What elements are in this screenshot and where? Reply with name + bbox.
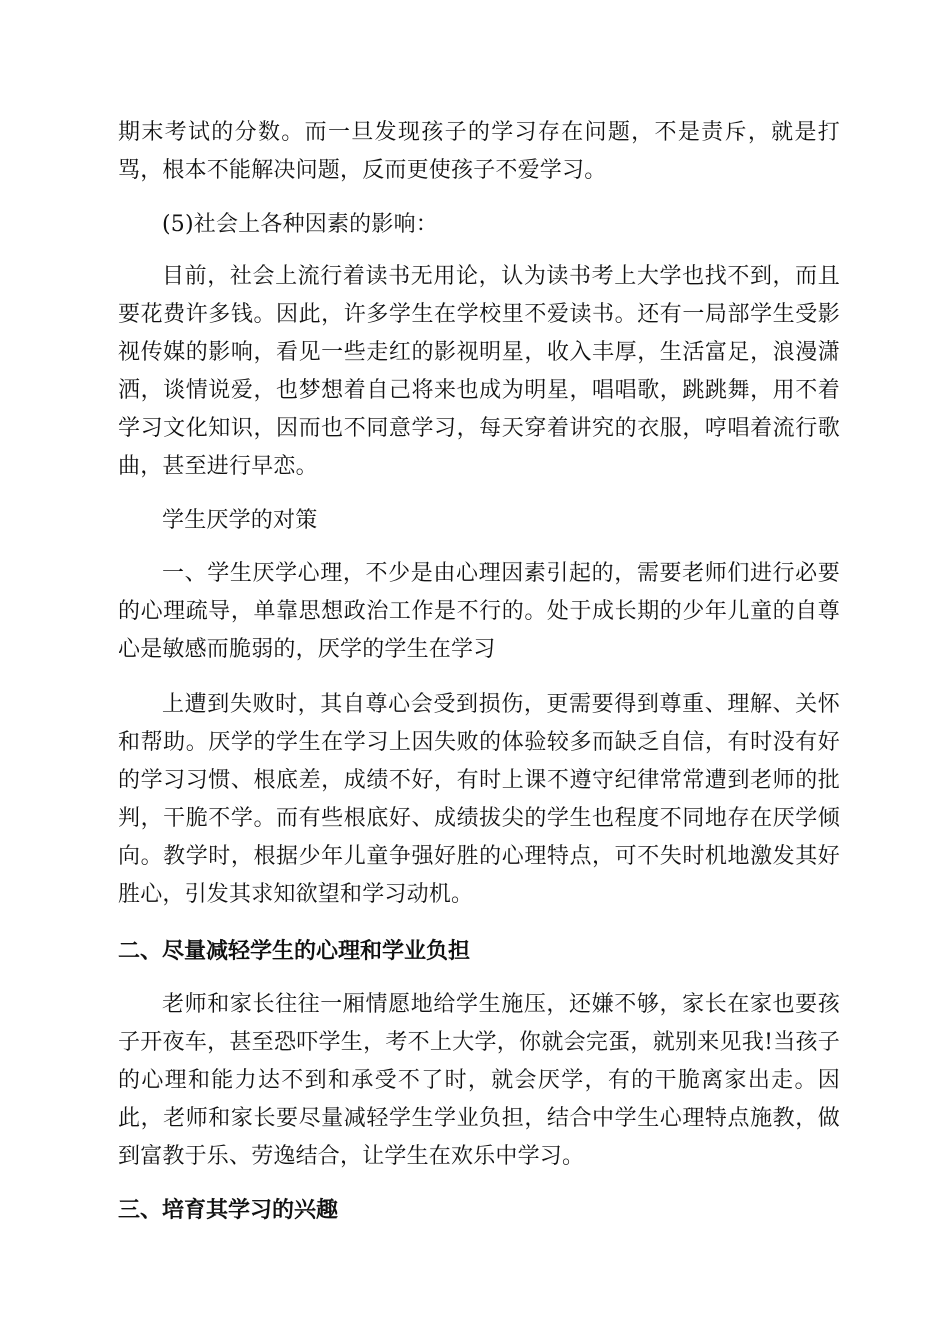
paragraph-countermeasure-one: 一、学生厌学心理，不少是由心理因素引起的，需要老师们进行必要的心理疏导，单靠思想政治工作是不行的。处于成长期的少年儿童的自尊心是敏感而脆弱的，厌学的学生在学习 xyxy=(118,561,840,662)
paragraph-social-factors-label: (5)社会上各种因素的影响： xyxy=(162,212,438,237)
section-heading-three: 三、培育其学习的兴趣 xyxy=(118,1198,339,1223)
paragraph-countermeasure-one-continued: 上遭到失败时，其自尊心会受到损伤，更需要得到尊重、理解、关怀和帮助。厌学的学生在学习上因失败的体验较多而缺乏自信，有时没有好的学习习惯、根底差，成绩不好，有时上课不遵守纪律常常遭到老师的批判，干脆不学。而有些根底好、成绩拔尖的学生也程度不同地存在厌学倾向。教学时，根据少年儿童争强好胜的心理特点，可不失时机地激发其好胜心，引发其求知欲望和学习动机。 xyxy=(118,692,840,907)
paragraph-exam-scores: 期末考试的分数。而一旦发现孩子的学习存在问题，不是责斥，就是打骂，根本不能解决问题，反而更使孩子不爱学习。 xyxy=(118,120,840,183)
paragraph-countermeasures-title: 学生厌学的对策 xyxy=(162,508,318,533)
section-heading-two: 二、尽量减轻学生的心理和学业负担 xyxy=(118,939,471,964)
paragraph-social-factors: 目前，社会上流行着读书无用论，认为读书考上大学也找不到，而且要花费许多钱。因此，许多学生在学校里不爱读书。还有一局部学生受影视传媒的影响，看见一些走红的影视明星，收入丰厚，生活富足，浪漫潇洒，谈情说爱，也梦想着自己将来也成为明星，唱唱歌，跳跳舞，用不着学习文化知识，因而也不同意学习，每天穿着讲究的衣服，哼唱着流行歌曲，甚至进行早恋。 xyxy=(118,264,840,479)
paragraph-reduce-burden: 老师和家长往往一厢情愿地给学生施压，还嫌不够，家长在家也要孩子开夜车，甚至恐吓学生，考不上大学，你就会完蛋，就别来见我!当孩子的心理和能力达不到和承受不了时，就会厌学，有的干脆离家出走。因此，老师和家长要尽量减轻学生学业负担，结合中学生心理特点施教，做到富教于乐、劳逸结合，让学生在欢乐中学习。 xyxy=(118,992,840,1169)
